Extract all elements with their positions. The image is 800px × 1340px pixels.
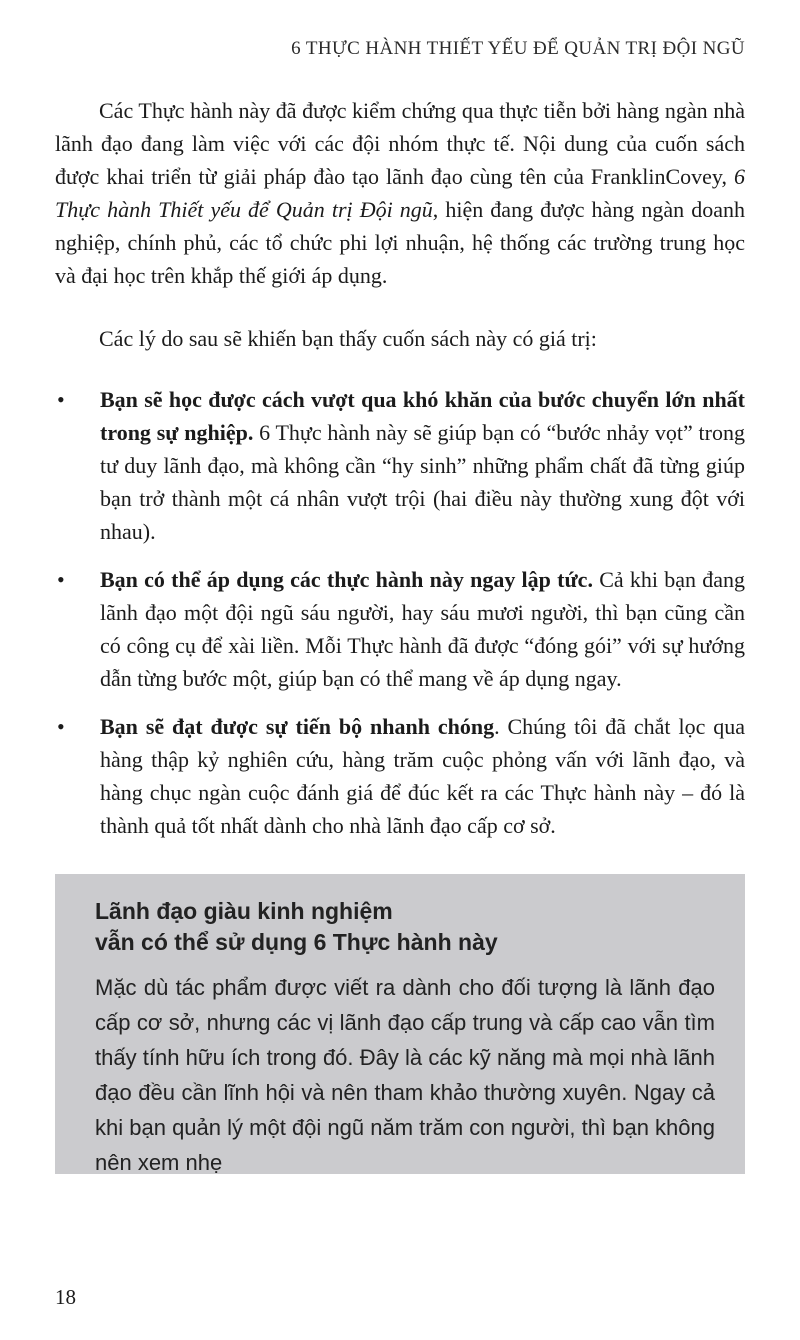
intro-paragraph xyxy=(55,94,745,292)
running-header: 6 THỰC HÀNH THIẾT YẾU ĐỂ QUẢN TRỊ ĐỘI NGŨ xyxy=(291,38,745,59)
reason-3-text: . Chúng tôi đã chắt lọc qua hàng thập kỷ nghiên cứu, hàng trăm cuộc phỏng vấn với lãnh đạo, và hàng chục ngàn cuộc đánh giá để đúc kết ra các Thực hành này – đó là thành quả tốt nhất dành cho nhà lãnh đạo cấp cơ sở. xyxy=(100,714,746,838)
reason-2-bold: Bạn có thể áp dụng các thực hành này ngay lập tức. xyxy=(100,567,593,592)
page-number: 18 xyxy=(55,1285,76,1309)
bullet-icon: • xyxy=(57,714,65,739)
reason-1-text: 6 Thực hành này sẽ giúp bạn có “bước nhảy vọt” trong tư duy lãnh đạo, mà không cần “hy sinh” những phẩm chất đã từng giúp bạn trở thành một cá nhân vượt trội (hai điều này thường xung đột với nhau). xyxy=(100,420,745,544)
callout-heading xyxy=(95,896,715,958)
callout-heading-line2: vẫn có thể sử dụng 6 Thực hành này xyxy=(95,929,498,955)
intro-text-before: Các Thực hành này đã được kiểm chứng qua thực tiễn bởi hàng ngàn nhà lãnh đạo đang làm việc với các đội nhóm thực tế. Nội dung của cuốn sách được khai triển từ giải pháp đào tạo lãnh đạo cùng tên của FranklinCovey, xyxy=(55,98,745,189)
callout-box xyxy=(55,874,745,1174)
book-title-italic: 6 Thực hành Thiết yếu để Quản trị Đội ngũ xyxy=(55,164,745,222)
callout-heading-line1: Lãnh đạo giàu kinh nghiệm xyxy=(95,898,393,924)
reasons-list xyxy=(55,383,745,842)
callout-body: Mặc dù tác phẩm được viết ra dành cho đối tượng là lãnh đạo cấp cơ sở, nhưng các vị lãnh đạo cấp trung và cấp cao vẫn tìm thấy tính hữu ích trong đó. Đây là các kỹ năng mà mọi nhà lãnh đạo đều cần lĩnh hội và nên tham khảo thường xuyên. Ngay cả khi bạn quản lý một đội ngũ năm trăm con người, thì bạn không nên xem nhẹ xyxy=(95,975,715,1174)
reason-2-text: Cả khi bạn đang lãnh đạo một đội ngũ sáu người, hay sáu mươi người, thì bạn cũng cần có công cụ để xài liền. Mỗi Thực hành đã được “đóng gói” với sự hướng dẫn từng bước một, giúp bạn có thể mang về áp dụng ngay. xyxy=(100,567,745,691)
lead-in-paragraph: Các lý do sau sẽ khiến bạn thấy cuốn sách này có giá trị: xyxy=(99,326,597,351)
reason-item-1 xyxy=(55,383,745,548)
bullet-icon: • xyxy=(57,567,65,592)
reason-3-bold: Bạn sẽ đạt được sự tiến bộ nhanh chóng xyxy=(100,714,495,739)
intro-text-after: , hiện đang được hàng ngàn doanh nghiệp, chính phủ, các tổ chức phi lợi nhuận, hệ thống các trường trung học và đại học trên khắp thế giới áp dụng. xyxy=(55,197,745,288)
bullet-icon: • xyxy=(57,387,65,412)
reason-1-bold: Bạn sẽ học được cách vượt qua khó khăn của bước chuyển lớn nhất trong sự nghiệp. xyxy=(100,387,745,445)
reason-item-3 xyxy=(55,710,745,842)
reason-item-2 xyxy=(55,563,745,695)
